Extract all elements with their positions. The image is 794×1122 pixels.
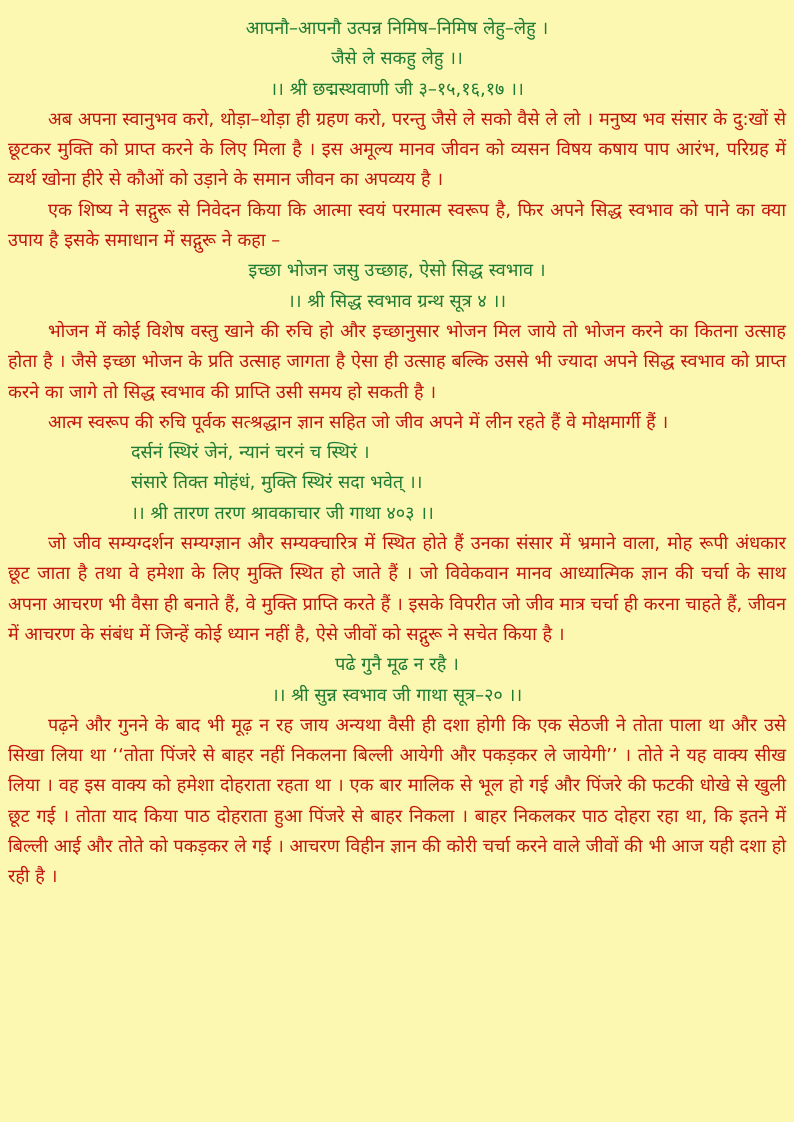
paragraph-6: पढ़ने और गुनने के बाद भी मूढ़ न रह जाय अन्यथा वैसी ही दशा होगी कि एक सेठजी ने तोता पाला था और उसे सिखा लिया था ‘‘तोता पिंजरे से बाहर नहीं निकलना बिल्ली आयेगी और पकड़कर ले जायेगी’’ । तोते ने यह वाक्य सीख लिया । वह इस वाक्य को हमेशा दोहराता रहता था । एक बार मालिक से भूल हो गई और पिंजरे की फटकी धोखे से खुली छूट गई । तोता याद किया पाठ दोहराता हुआ पिंजरे से बाहर निकला । बाहर निकलकर पाठ दोहरा रहा था, कि इतने में बिल्ली आई और तोते को पकड़कर ले गई । आचरण विहीन ज्ञान की कोरी चर्चा करने वाले जीवों की भी आज यही दशा हो रही है ।	[8, 714, 786, 888]
quote-3-reference: ।। श्री सुन्न स्वभाव जी गाथा सूत्र–२० ।।	[271, 684, 523, 706]
paragraph-1: अब अपना स्वानुभव करो, थोड़ा–थोड़ा ही ग्रहण करो, परन्तु जैसे ले सको वैसे ले लो । मनुष्य भव संसार के दु:खों से छूटकर मुक्ति को प्राप्त करने के लिए मिला है । इस अमूल्य मानव जीवन को व्यसन विषय कषाय पाप आरंभ, परिग्रह में व्यर्थ खोना हीरे से कौओं को उड़ाने के समान जीवन का अपव्यय है ।	[8, 108, 786, 191]
paragraph-5: जो जीव सम्यग्दर्शन सम्यग्ज्ञान और सम्यक्चारित्र में स्थित होते हैं उनका संसार में भ्रमाने वाला, मोह रूपी अंधकार छूट जाता है तथा वे हमेशा के लिए मुक्ति स्थित हो जाते हैं । जो विवेकवान मानव आध्यात्मिक ज्ञान की चर्चा के साथ अपना आचरण भी वैसा ही बनाते हैं, वे मुक्ति प्राप्ति करते हैं । इसके विपरीत जो जीव मात्र चर्चा ही करना चाहते हैं, जीवन में आचरण के संबंध में जिन्हें कोई ध्यान नहीं है, ऐसे जीवों को सद्गुरू ने सचेत किया है ।	[8, 533, 787, 645]
quote-1-line-2: जैसे ले सकहु लेहु ।।	[331, 48, 463, 70]
quote-2-reference: ।। श्री सिद्ध स्वभाव ग्रन्थ सूत्र ४ ।।	[287, 290, 507, 312]
quote-2-line-1: इच्छा भोजन जसु उच्छाह, ऐसो सिद्ध स्वभाव ।	[248, 260, 546, 282]
paragraph-3: भोजन में कोई विशेष वस्तु खाने की रुचि हो और इच्छानुसार भोजन मिल जाये तो भोजन करने का कितना उत्साह होता है । जैसे इच्छा भोजन के प्रति उत्साह जागता है ऐसा ही उत्साह बल्कि उससे भी ज्यादा अपने सिद्ध स्वभाव को प्राप्त करने का जागे तो सिद्ध स्वभाव की प्राप्ति उसी समय हो सकती है ।	[8, 320, 786, 403]
verse-line-2: संसारे तिक्त मोहंधं, मुक्ति स्थिरं सदा भवेत् ।।	[131, 472, 423, 494]
verse-reference: ।। श्री तारण तरण श्रावकाचार जी गाथा ४०३ ।।	[131, 502, 434, 524]
quote-1-line-1: आपनौ–आपनौ उत्पन्न निमिष–निमिष लेहु–लेहु ।	[245, 18, 549, 39]
paragraph-4: आत्म स्वरूप की रुचि पूर्वक सत्श्रद्धान ज्ञान सहित जो जीव अपने में लीन रहते हैं वे मोक्षमार्गी हैं ।	[48, 411, 669, 433]
verse-line-1: दर्सनं स्थिरं जेनं, न्यानं चरनं च स्थिरं ।	[131, 442, 370, 464]
quote-3-line-1: पढे गुनै मूढ न रहै ।	[335, 654, 459, 676]
paragraph-2: एक शिष्य ने सद्गुरू से निवेदन किया कि आत्मा स्वयं परमात्म स्वरूप है, फिर अपने सिद्ध स्वभाव को पाने का क्या उपाय है इसके समाधान में सद्गुरू ने कहा –	[8, 199, 786, 252]
quote-1-reference: ।। श्री छद्मस्थवाणी जी ३–१५,१६,१७ ।।	[270, 78, 524, 100]
